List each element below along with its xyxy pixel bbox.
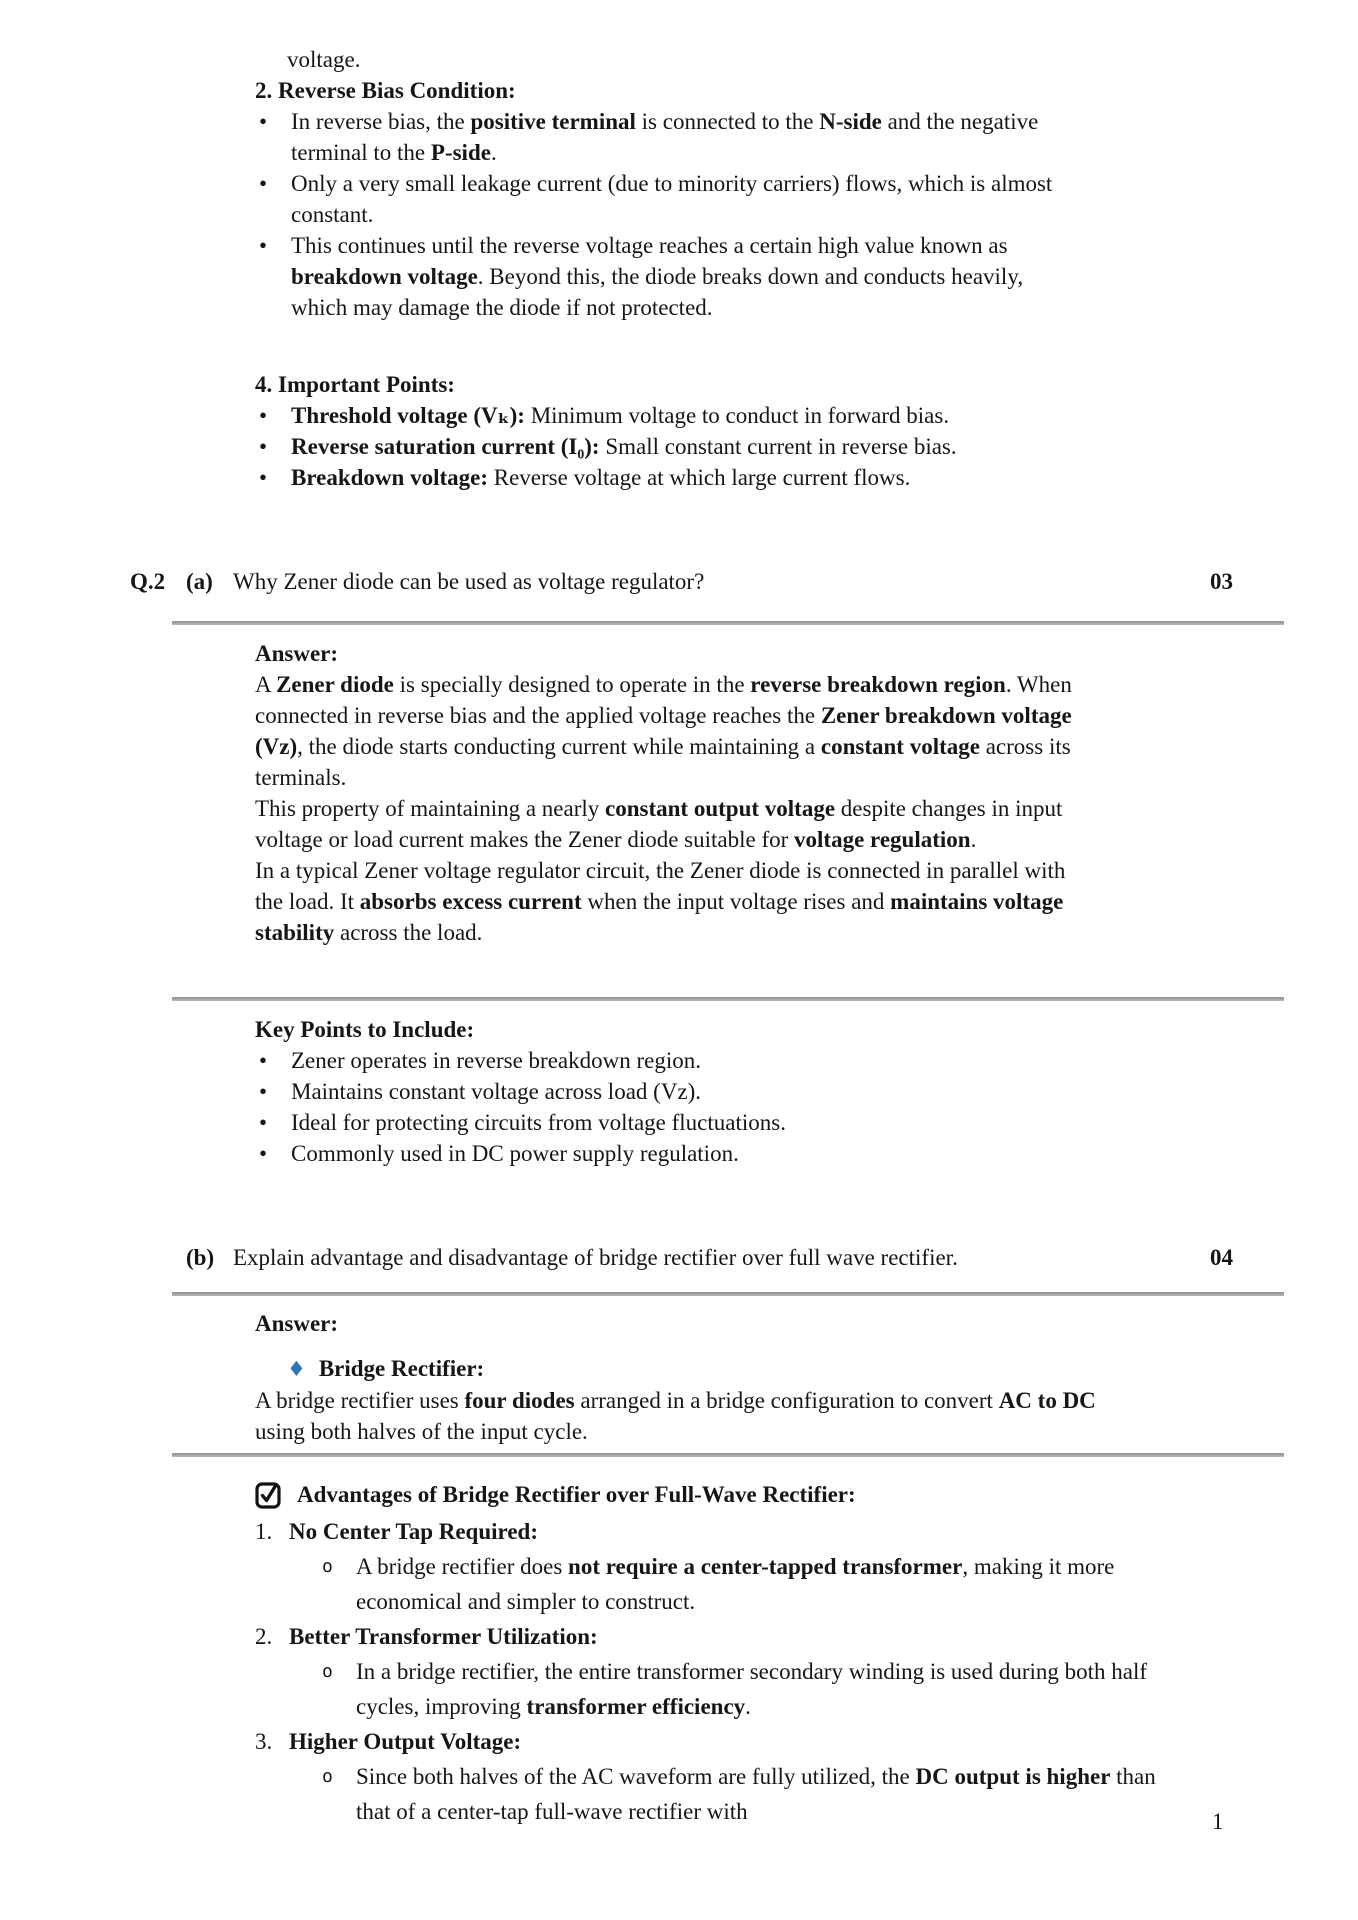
numbered-item-title: Higher Output Voltage:	[289, 1729, 522, 1754]
numbered-item-title: No Center Tap Required:	[289, 1519, 538, 1544]
question-part-label: (a)	[186, 569, 213, 594]
numbered-item	[255, 1514, 1190, 1549]
sub-bullet-text: A bridge rectifier does not require a center-tapped transformer, making it more economical and simpler to construct.	[356, 1554, 1115, 1614]
answer-paragraph: This property of maintaining a nearly constant output voltage despite changes in input voltage or load current makes the Zener diode suitable for voltage regulation.	[255, 796, 1063, 852]
numbered-item-label: 2.	[255, 1624, 273, 1649]
checkbox-icon	[255, 1479, 297, 1510]
bullet-list-item	[255, 1045, 1073, 1076]
bullet-list-item	[255, 1138, 1073, 1169]
diamond-icon: ♦	[287, 1357, 306, 1381]
list-item-text: Breakdown voltage: Reverse voltage at which large current flows.	[291, 465, 911, 490]
question-text: Explain advantage and disadvantage of bridge rectifier over full wave rectifier.	[233, 1245, 958, 1270]
bullet-list-item	[255, 106, 1073, 168]
bullet-icon: •	[259, 1079, 268, 1104]
bullet-list-item	[255, 230, 1073, 323]
separator-rule	[172, 1292, 1284, 1296]
numbered-item-title: Better Transformer Utilization:	[289, 1624, 598, 1649]
marks-badge: 03	[1210, 569, 1233, 594]
sub-bullet-icon: o	[322, 1766, 333, 1787]
sub-bullet-icon: o	[322, 1661, 333, 1682]
q2a-answer-section	[255, 638, 1073, 948]
bullet-icon: •	[259, 171, 268, 196]
bullet-icon: •	[259, 109, 268, 134]
bullet-icon: •	[259, 434, 268, 459]
keypoints-section	[255, 1014, 1073, 1169]
separator-rule	[172, 1453, 1284, 1457]
bullet-list-item	[255, 400, 1073, 431]
sub-bullet-text: Since both halves of the AC waveform are fully utilized, the DC output is higher than that of a center-tap full-wave rectifier with	[356, 1764, 1156, 1824]
list-item-text: Only a very small leakage current (due to minority carriers) flows, which is almost constant.	[291, 171, 1053, 227]
bullet-icon: •	[259, 233, 268, 258]
list-item-text: Maintains constant voltage across load (Vz).	[291, 1079, 702, 1104]
bullet-icon: •	[259, 403, 268, 428]
answer-paragraph: A Zener diode is specially designed to operate in the reverse breakdown region. When connected in reverse bias and the applied voltage reaches the Zener breakdown voltage (Vz), the diode starts conducting current while maintaining a constant voltage across its terminals.	[255, 672, 1072, 790]
marks-badge: 04	[1210, 1245, 1233, 1270]
numbered-item-label: 3.	[255, 1729, 273, 1754]
bullet-list-item	[255, 431, 1073, 462]
advantages-section	[255, 1474, 1190, 1829]
sub-bullet-text: In a bridge rectifier, the entire transformer secondary winding is used during both half cycles, improving transformer efficiency.	[356, 1659, 1148, 1719]
sub-bullet-item	[322, 1759, 1190, 1829]
bullet-list-item	[255, 1107, 1073, 1138]
list-item-text: Ideal for protecting circuits from voltage fluctuations.	[291, 1110, 786, 1135]
numbered-item-label: 1.	[255, 1519, 273, 1544]
question-part-label: (b)	[186, 1245, 215, 1270]
advantages-heading: Advantages of Bridge Rectifier over Full-Wave Rectifier:	[297, 1481, 856, 1507]
page-number: 1	[1212, 1809, 1224, 1834]
numbered-item	[255, 1724, 1190, 1759]
keypoints-heading: Key Points to Include:	[255, 1017, 475, 1042]
numbered-item	[255, 1619, 1190, 1654]
bullet-list-item	[255, 1076, 1073, 1107]
bullet-icon: •	[259, 1048, 268, 1073]
answer-label: Answer:	[255, 1311, 339, 1336]
separator-rule	[172, 621, 1284, 625]
answer-label: Answer:	[255, 641, 339, 666]
list-item-text: Zener operates in reverse breakdown region.	[291, 1048, 701, 1073]
answer-paragraph: A bridge rectifier uses four diodes arranged in a bridge configuration to convert AC to DC using both halves of the input cycle.	[255, 1388, 1096, 1444]
list-item-text: Reverse saturation current (I₀): Small constant current in reverse bias.	[291, 434, 957, 459]
sub-bullet-icon: o	[322, 1556, 333, 1577]
separator-rule	[172, 997, 1284, 1001]
section-heading-important-points: 4. Important Points:	[255, 372, 455, 397]
answer-paragraph: In a typical Zener voltage regulator circuit, the Zener diode is connected in parallel with the load. It absorbs excess current when the input voltage rises and maintains voltage stability across the load.	[255, 858, 1066, 945]
bullet-icon: •	[259, 465, 268, 490]
question-text: Why Zener diode can be used as voltage regulator?	[233, 569, 705, 594]
q2b-answer-section	[255, 1308, 1121, 1447]
section-heading-reverse-bias: 2. Reverse Bias Condition:	[255, 78, 516, 103]
list-item-text: In reverse bias, the positive terminal is connected to the N-side and the negative terminal to the P-side.	[291, 109, 1039, 165]
bullet-list-item	[255, 462, 1073, 493]
q1-continuation-section	[255, 44, 1073, 493]
advantages-heading-row	[255, 1474, 1190, 1514]
bullet-list-item	[255, 168, 1073, 230]
list-item-text: Commonly used in DC power supply regulation.	[291, 1141, 739, 1166]
bullet-icon: •	[259, 1110, 268, 1135]
question-number: Q.2	[130, 569, 166, 594]
paragraph-line: voltage.	[287, 47, 361, 72]
list-item-text: This continues until the reverse voltage reaches a certain high value known as breakdown voltage. Beyond this, the diode breaks down and conducts heavily, which may damage the diode if not protected.	[291, 233, 1024, 320]
bullet-icon: •	[259, 1141, 268, 1166]
sub-bullet-item	[322, 1549, 1190, 1619]
bridge-rectifier-heading-row	[287, 1353, 1121, 1385]
bridge-rectifier-heading: Bridge Rectifier:	[318, 1356, 485, 1381]
sub-bullet-item	[322, 1654, 1190, 1724]
list-item-text: Threshold voltage (Vₖ): Minimum voltage to conduct in forward bias.	[291, 403, 950, 428]
